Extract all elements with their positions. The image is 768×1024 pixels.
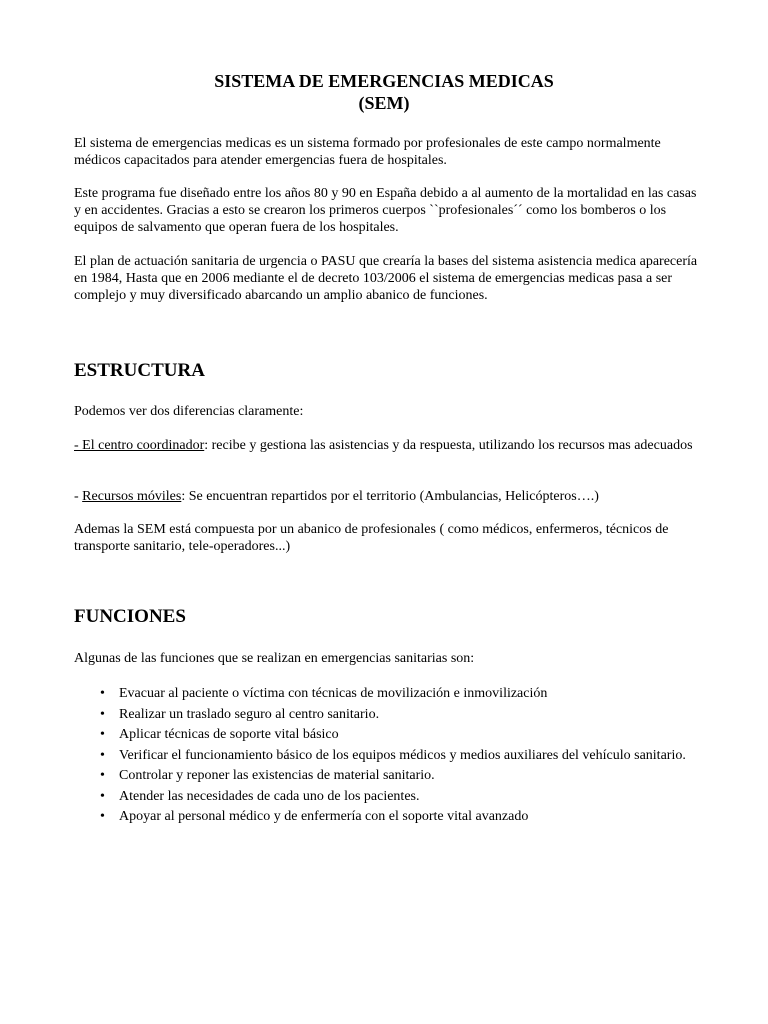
intro-paragraph-1: El sistema de emergencias medicas es un sistema formado por profesionales de este campo normalmente médicos capacitados para atender emergencias fuera de hospitales. xyxy=(74,136,661,168)
list-item xyxy=(100,787,700,808)
list-item xyxy=(100,766,700,787)
intro-paragraph-2: Este programa fue diseñado entre los años 80 y 90 en España debido a al aumento de la mortalidad en las casas y en accidentes. Gracias a esto se crearon los primeros cuerpos ``profesionales´´ como los bomberos o los equipos de salvamento que operan fuera de los hospitales. xyxy=(74,186,697,235)
bullet-icon: • xyxy=(100,706,105,722)
estructura-item-centro-coordinador xyxy=(74,438,704,455)
bullet-icon: • xyxy=(100,768,105,783)
section-heading-funciones: FUNCIONES xyxy=(74,606,186,627)
list-item xyxy=(100,746,700,767)
bullet-icon: • xyxy=(100,747,105,763)
list-item-text: Verificar el funcionamiento básico de los equipos médicos y medios auxiliares del vehículo sanitario. xyxy=(119,747,686,763)
recursos-moviles-term: Recursos móviles xyxy=(82,489,182,504)
estructura-item-recursos-moviles xyxy=(74,489,704,506)
list-item xyxy=(100,725,700,746)
funciones-list xyxy=(100,684,700,828)
estructura-closing-paragraph: Ademas la SEM está compuesta por un abanico de profesionales ( como médicos, enfermeros, técnicos de transporte sanitario, tele-operadores...) xyxy=(74,522,669,554)
funciones-intro: Algunas de las funciones que se realizan en emergencias sanitarias son: xyxy=(74,651,475,666)
list-item xyxy=(100,705,700,726)
bullet-icon: • xyxy=(100,809,105,824)
list-item xyxy=(100,684,700,705)
bullet-icon: • xyxy=(100,727,105,742)
estructura-intro: Podemos ver dos diferencias claramente: xyxy=(74,404,304,419)
section-heading-estructura: ESTRUCTURA xyxy=(74,360,205,381)
bullet-icon: • xyxy=(100,686,105,701)
page-title xyxy=(0,70,768,114)
centro-coordinador-text: : recibe y gestiona las asistencias y da respuesta, utilizando los recursos mas adecuados xyxy=(204,438,693,453)
list-item-text: Apoyar al personal médico y de enfermería con el soporte vital avanzado xyxy=(119,809,529,824)
recursos-moviles-text: : Se encuentran repartidos por el territorio (Ambulancias, Helicópteros….) xyxy=(181,489,599,504)
list-item-text: Controlar y reponer las existencias de material sanitario. xyxy=(119,768,435,783)
bullet-icon: • xyxy=(100,788,105,804)
centro-coordinador-term: - El centro coordinador xyxy=(74,438,205,453)
list-item-text: Aplicar técnicas de soporte vital básico xyxy=(119,727,339,742)
list-item-text: Realizar un traslado seguro al centro sanitario. xyxy=(119,706,380,722)
recursos-moviles-prefix: - xyxy=(74,489,83,504)
title-line-2: (SEM) xyxy=(358,93,410,113)
intro-paragraph-3: El plan de actuación sanitaria de urgencia o PASU que crearía la bases del sistema asistencia medica aparecería en 1984, Hasta que en 2006 mediante el de decreto 103/2006 el sistema de emergencias medicas pasa a ser complejo y muy diversificado abarcando un amplio abanico de funciones. xyxy=(74,254,698,303)
title-line-1: SISTEMA DE EMERGENCIAS MEDICAS xyxy=(214,71,554,91)
list-item-text: Atender las necesidades de cada uno de los pacientes. xyxy=(119,788,420,804)
list-item-text: Evacuar al paciente o víctima con técnicas de movilización e inmovilización xyxy=(119,686,548,701)
list-item xyxy=(100,807,700,828)
